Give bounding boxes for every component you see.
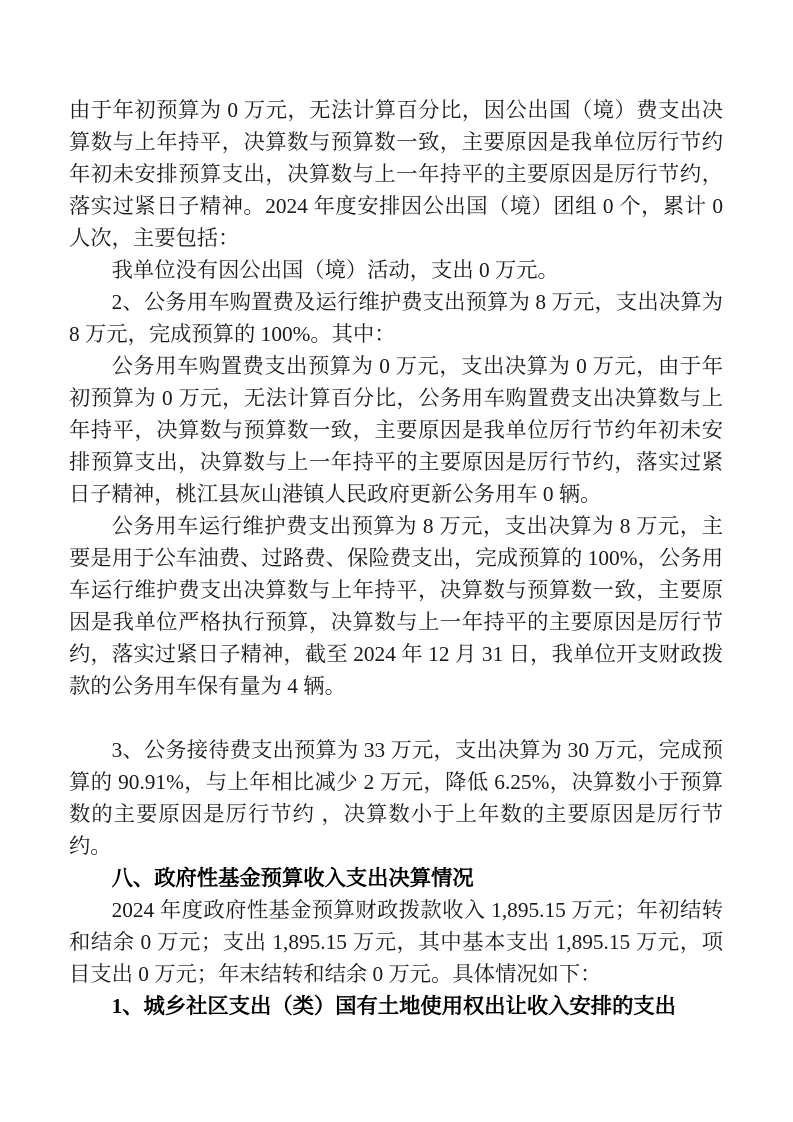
paragraph-no-overseas-activity: 我单位没有因公出国（境）活动，支出 0 万元。 [111,258,559,282]
paragraph-vehicle-purchase-detail: 公务用车购置费支出预算为 0 万元，支出决算为 0 万元，由于年初预算为 0 万元，无法计算百分比，公务用车购置费支出决算数与上年持平，决算数与预算数一致，主要原因是我单位厉行节约年初未安排预算支出，决算数与上一年持平的主要原因是厉行节约，落实过紧日子精神，桃江县灰山港镇人民政府更新公务用车 0 辆。 [69,354,723,506]
paragraph-overseas-trip-expense: 由于年初预算为 0 万元，无法计算百分比，因公出国（境）费支出决算数与上年持平，决算数与预算数一致，主要原因是我单位厉行节约年初未安排预算支出，决算数与上一年持平的主要原因是厉行节约，落实过紧日子精神。2024 年度安排因公出国（境）团组 0 个，累计 0 人次，主要包括： [69,98,723,250]
paragraph-official-reception-expense: 3、公务接待费支出预算为 33 万元，支出决算为 30 万元，完成预算的 90.91%，与上年相比减少 2 万元，降低 6.25%，决算数小于预算数的主要原因是厉行节约 ，决算数小于上年数的主要原因是厉行节约。 [69,738,723,858]
paragraph-vehicle-purchase-and-maintenance-total: 2、公务用车购置费及运行维护费支出预算为 8 万元，支出决算为 8 万元，完成预算的 100%。其中： [69,290,723,346]
paragraph-vehicle-maintenance-detail: 公务用车运行维护费支出预算为 8 万元，支出决算为 8 万元，主要是用于公车油费、过路费、保险费支出，完成预算的 100%，公务用车运行维护费支出决算数与上年持平，决算数与预算数一致，主要原因是我单位严格执行预算，决算数与上一年持平的主要原因是厉行节约，落实过紧日子精神，截至 2024 年 12 月 31 日，我单位开支财政拨款的公务用车保有量为 4 辆。 [69,514,723,698]
document-body [69,94,723,1022]
paragraph-gov-fund-summary: 2024 年度政府性基金预算财政拨款收入 1,895.15 万元；年初结转和结余 0 万元；支出 1,895.15 万元，其中基本支出 1,895.15 万元，项目支出 0 万元；年末结转和结余 0 万元。具体情况如下： [69,898,723,986]
section-heading-gov-fund-budget: 八、政府性基金预算收入支出决算情况 [111,866,474,890]
subsection-heading-urban-community-expenditure: 1、城乡社区支出（类）国有土地使用权出让收入安排的支出 [111,994,676,1018]
